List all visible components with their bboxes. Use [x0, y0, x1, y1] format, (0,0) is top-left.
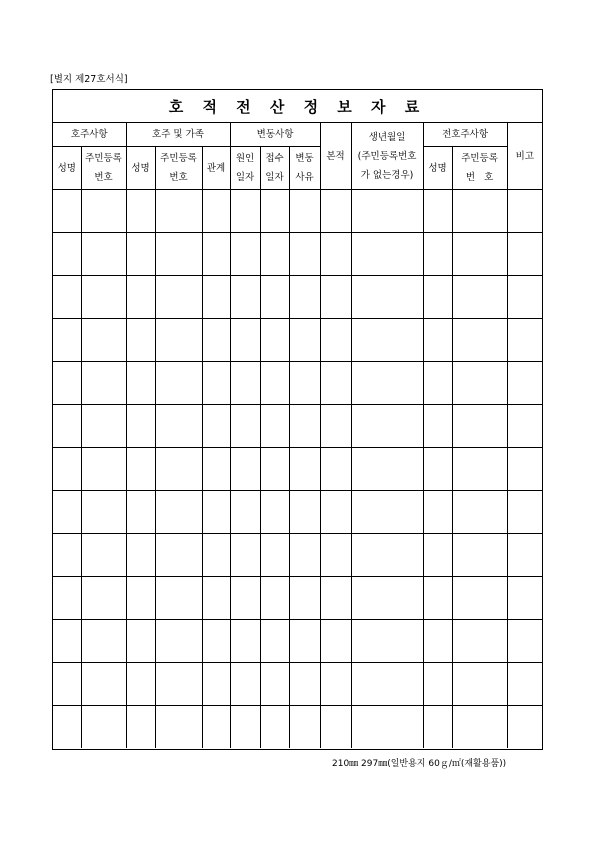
- relation-header: 관계: [202, 147, 230, 190]
- table-cell[interactable]: [230, 276, 260, 319]
- table-cell[interactable]: [81, 405, 126, 448]
- table-cell[interactable]: [351, 190, 423, 233]
- table-cell[interactable]: [423, 362, 452, 405]
- table-cell[interactable]: [320, 319, 351, 362]
- table-cell[interactable]: [351, 706, 423, 749]
- table-row: [53, 448, 542, 491]
- table-cell[interactable]: [126, 190, 155, 233]
- table-cell[interactable]: [289, 233, 320, 276]
- table-row: [53, 405, 542, 448]
- table-cell[interactable]: [452, 706, 507, 749]
- table-cell[interactable]: [53, 362, 81, 405]
- table-cell[interactable]: [452, 577, 507, 620]
- table-cell[interactable]: [202, 448, 230, 491]
- table-cell[interactable]: [351, 362, 423, 405]
- table-cell[interactable]: [230, 405, 260, 448]
- table-cell[interactable]: [126, 620, 155, 663]
- table-cell[interactable]: [155, 362, 202, 405]
- table-cell[interactable]: [507, 534, 542, 577]
- table-cell[interactable]: [260, 233, 289, 276]
- table-cell[interactable]: [126, 362, 155, 405]
- table-cell[interactable]: [351, 663, 423, 706]
- table-cell[interactable]: [81, 534, 126, 577]
- table-cell[interactable]: [126, 663, 155, 706]
- table-cell[interactable]: [230, 319, 260, 362]
- table-cell[interactable]: [260, 319, 289, 362]
- table-cell[interactable]: [289, 448, 320, 491]
- table-row: [53, 233, 542, 276]
- table-cell[interactable]: [260, 706, 289, 749]
- table-cell[interactable]: [423, 319, 452, 362]
- table-cell[interactable]: [53, 276, 81, 319]
- table-cell[interactable]: [81, 362, 126, 405]
- table-cell[interactable]: [320, 276, 351, 319]
- table-cell[interactable]: [126, 577, 155, 620]
- prev-name-header: 성명: [423, 147, 452, 190]
- table-cell[interactable]: [260, 663, 289, 706]
- table-cell[interactable]: [202, 319, 230, 362]
- table-cell[interactable]: [81, 276, 126, 319]
- table-cell[interactable]: [155, 405, 202, 448]
- table-cell[interactable]: [320, 405, 351, 448]
- table-cell[interactable]: [452, 663, 507, 706]
- table-cell[interactable]: [507, 491, 542, 534]
- table-cell[interactable]: [155, 233, 202, 276]
- table-cell[interactable]: [320, 663, 351, 706]
- table-cell[interactable]: [423, 491, 452, 534]
- table-cell[interactable]: [452, 233, 507, 276]
- table-cell[interactable]: [351, 319, 423, 362]
- table-cell[interactable]: [507, 405, 542, 448]
- table-cell[interactable]: [452, 362, 507, 405]
- table-cell[interactable]: [155, 276, 202, 319]
- table-cell[interactable]: [260, 362, 289, 405]
- table-cell[interactable]: [202, 276, 230, 319]
- table-cell[interactable]: [423, 706, 452, 749]
- table-cell[interactable]: [53, 448, 81, 491]
- table-cell[interactable]: [230, 233, 260, 276]
- table-cell[interactable]: [320, 448, 351, 491]
- table-cell[interactable]: [351, 577, 423, 620]
- table-cell[interactable]: [126, 233, 155, 276]
- table-cell[interactable]: [423, 448, 452, 491]
- household-head-header: 호주사항: [53, 123, 126, 147]
- table-cell[interactable]: [202, 577, 230, 620]
- table-cell[interactable]: [260, 190, 289, 233]
- table-cell[interactable]: [452, 319, 507, 362]
- table-cell[interactable]: [320, 233, 351, 276]
- table-cell[interactable]: [126, 448, 155, 491]
- family-reg-no-header: 주민등록 번호: [155, 147, 202, 190]
- table-cell[interactable]: [320, 577, 351, 620]
- table-cell[interactable]: [289, 405, 320, 448]
- table-cell[interactable]: [507, 362, 542, 405]
- form-frame: [52, 89, 543, 750]
- table-cell[interactable]: [320, 706, 351, 749]
- table-cell[interactable]: [126, 405, 155, 448]
- table-cell[interactable]: [452, 405, 507, 448]
- table-cell[interactable]: [351, 448, 423, 491]
- table-cell[interactable]: [452, 620, 507, 663]
- table-cell[interactable]: [507, 319, 542, 362]
- head-family-header: 호주 및 가족: [126, 123, 230, 147]
- table-cell[interactable]: [320, 190, 351, 233]
- table-cell[interactable]: [289, 190, 320, 233]
- table-cell[interactable]: [230, 534, 260, 577]
- table-row: [53, 534, 542, 577]
- paper-spec-footer: 210㎜ 297㎜(일반용지 60ｇ/㎡(재활용품)): [332, 759, 507, 769]
- table-cell[interactable]: [81, 663, 126, 706]
- table-cell[interactable]: [126, 534, 155, 577]
- table-cell[interactable]: [320, 362, 351, 405]
- table-cell[interactable]: [452, 491, 507, 534]
- change-header: 변동사항: [230, 123, 320, 147]
- table-cell[interactable]: [289, 577, 320, 620]
- change-reason-header: 변동 사유: [289, 147, 320, 190]
- table-cell[interactable]: [155, 706, 202, 749]
- table-cell[interactable]: [289, 491, 320, 534]
- table-cell[interactable]: [81, 319, 126, 362]
- table-cell[interactable]: [289, 362, 320, 405]
- table-cell[interactable]: [81, 448, 126, 491]
- table-cell[interactable]: [351, 405, 423, 448]
- table-cell[interactable]: [202, 405, 230, 448]
- remarks-header: 비고: [507, 123, 542, 190]
- table-cell[interactable]: [351, 620, 423, 663]
- table-cell[interactable]: [289, 534, 320, 577]
- table-cell[interactable]: [230, 448, 260, 491]
- table-cell[interactable]: [289, 706, 320, 749]
- table-cell[interactable]: [155, 620, 202, 663]
- table-cell[interactable]: [53, 577, 81, 620]
- table-cell[interactable]: [53, 190, 81, 233]
- table-row: [53, 663, 542, 706]
- receipt-date-header: 접수 일자: [260, 147, 289, 190]
- table-cell[interactable]: [155, 319, 202, 362]
- head-reg-no-header: 주민등록 번호: [81, 147, 126, 190]
- table-cell[interactable]: [126, 706, 155, 749]
- table-row: [53, 577, 542, 620]
- table-cell[interactable]: [53, 233, 81, 276]
- head-name-header: 성명: [53, 147, 81, 190]
- table-row: [53, 620, 542, 663]
- table-cell[interactable]: [507, 190, 542, 233]
- table-cell[interactable]: [452, 534, 507, 577]
- table-cell[interactable]: [260, 620, 289, 663]
- table-cell[interactable]: [202, 706, 230, 749]
- table-cell[interactable]: [155, 190, 202, 233]
- table-cell[interactable]: [155, 448, 202, 491]
- table-cell[interactable]: [81, 491, 126, 534]
- table-cell[interactable]: [53, 319, 81, 362]
- table-row: [53, 276, 542, 319]
- table-cell[interactable]: [423, 577, 452, 620]
- table-cell[interactable]: [202, 491, 230, 534]
- table-cell[interactable]: [320, 534, 351, 577]
- table-cell[interactable]: [351, 276, 423, 319]
- table-cell[interactable]: [452, 276, 507, 319]
- table-cell[interactable]: [507, 276, 542, 319]
- table-cell[interactable]: [126, 319, 155, 362]
- table-row: [53, 706, 542, 749]
- table-cell[interactable]: [423, 620, 452, 663]
- table-cell[interactable]: [230, 491, 260, 534]
- table-cell[interactable]: [230, 620, 260, 663]
- table-cell[interactable]: [260, 448, 289, 491]
- table-cell[interactable]: [81, 620, 126, 663]
- table-row: [53, 491, 542, 534]
- table-cell[interactable]: [202, 663, 230, 706]
- table-cell[interactable]: [507, 706, 542, 749]
- table-cell[interactable]: [423, 663, 452, 706]
- table-cell[interactable]: [53, 706, 81, 749]
- table-cell[interactable]: [507, 663, 542, 706]
- table-cell[interactable]: [155, 577, 202, 620]
- table-cell[interactable]: [351, 491, 423, 534]
- table-cell[interactable]: [423, 276, 452, 319]
- table-cell[interactable]: [81, 190, 126, 233]
- table-cell[interactable]: [452, 448, 507, 491]
- table-cell[interactable]: [423, 233, 452, 276]
- table-cell[interactable]: [202, 534, 230, 577]
- table-cell[interactable]: [81, 577, 126, 620]
- table-cell[interactable]: [202, 362, 230, 405]
- table-row: [53, 319, 542, 362]
- domicile-header: 본적: [320, 123, 351, 190]
- form-title: 호 적 전 산 정 보 자 료: [53, 90, 542, 123]
- table-cell[interactable]: [155, 663, 202, 706]
- table-cell[interactable]: [260, 491, 289, 534]
- table-cell[interactable]: [289, 663, 320, 706]
- table-cell[interactable]: [53, 534, 81, 577]
- table-cell[interactable]: [507, 233, 542, 276]
- birth-date-header: 생년월일 (주민등록번호 가 없는경우): [351, 123, 423, 190]
- table-cell[interactable]: [53, 663, 81, 706]
- table-cell[interactable]: [155, 491, 202, 534]
- table-cell[interactable]: [230, 577, 260, 620]
- table-cell[interactable]: [126, 276, 155, 319]
- table-row: [53, 190, 542, 233]
- table-cell[interactable]: [289, 276, 320, 319]
- table-cell[interactable]: [126, 491, 155, 534]
- table-cell[interactable]: [320, 491, 351, 534]
- table-cell[interactable]: [202, 233, 230, 276]
- table-cell[interactable]: [260, 276, 289, 319]
- table-cell[interactable]: [81, 706, 126, 749]
- table-cell[interactable]: [423, 534, 452, 577]
- table-cell[interactable]: [320, 620, 351, 663]
- table-cell[interactable]: [289, 319, 320, 362]
- family-name-header: 성명: [126, 147, 155, 190]
- table-cell[interactable]: [507, 448, 542, 491]
- table-cell[interactable]: [53, 620, 81, 663]
- table-cell[interactable]: [289, 620, 320, 663]
- table-cell[interactable]: [202, 620, 230, 663]
- table-cell[interactable]: [230, 362, 260, 405]
- table-row: [53, 362, 542, 405]
- table-cell[interactable]: [507, 620, 542, 663]
- table-cell[interactable]: [81, 233, 126, 276]
- table-cell[interactable]: [230, 190, 260, 233]
- prev-head-header: 전호주사항: [423, 123, 507, 147]
- table-cell[interactable]: [260, 577, 289, 620]
- table-cell[interactable]: [351, 233, 423, 276]
- table-cell[interactable]: [351, 534, 423, 577]
- table-cell[interactable]: [230, 663, 260, 706]
- table-cell[interactable]: [230, 706, 260, 749]
- table-cell[interactable]: [202, 190, 230, 233]
- table-cell[interactable]: [260, 534, 289, 577]
- records-body: [53, 190, 542, 749]
- table-cell[interactable]: [260, 405, 289, 448]
- table-cell[interactable]: [53, 405, 81, 448]
- table-cell[interactable]: [423, 190, 452, 233]
- table-cell[interactable]: [53, 491, 81, 534]
- prev-reg-no-header: 주민등록 번 호: [452, 147, 507, 190]
- table-cell[interactable]: [423, 405, 452, 448]
- records-table: [53, 123, 542, 748]
- table-cell[interactable]: [507, 577, 542, 620]
- table-cell[interactable]: [452, 190, 507, 233]
- table-cell[interactable]: [155, 534, 202, 577]
- cause-date-header: 원인 일자: [230, 147, 260, 190]
- form-number-label: [별지 제27호서식]: [50, 74, 128, 85]
